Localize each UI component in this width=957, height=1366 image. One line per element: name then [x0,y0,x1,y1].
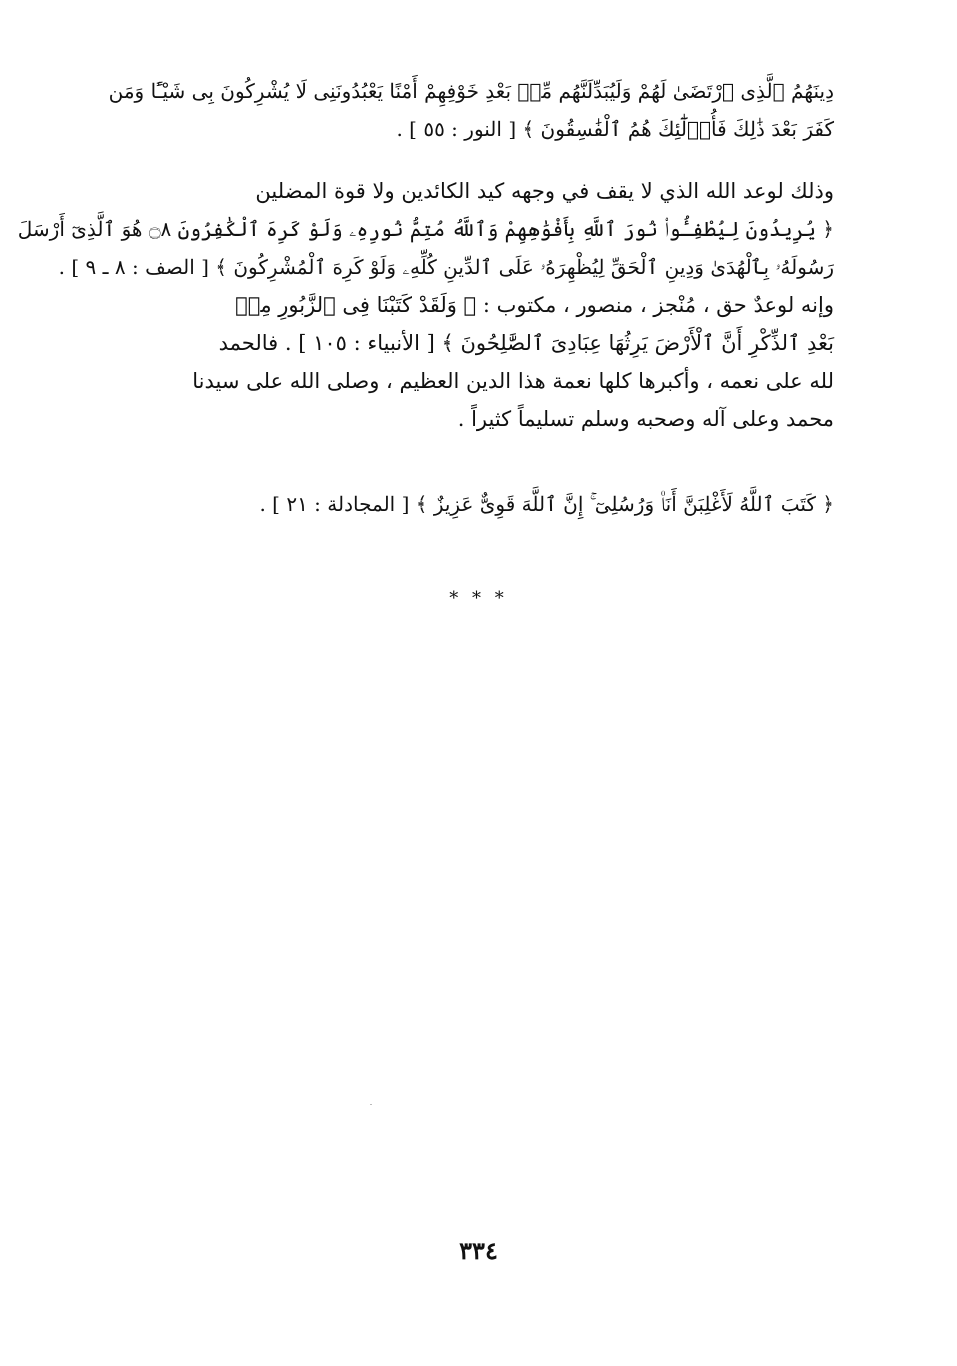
text-line: دِينَهُمُ ٱلَّذِى ٱرْتَضَىٰ لَهُمْ وَلَيُبَدِّلَنَّهُم مِّنۢ بَعْدِ خَوْفِهِمْ أَمْنًا يَعْبُدُونَنِى لَا يُشْرِكُونَ بِى شَيْـًٔا وَمَن [108,79,834,103]
paragraph-main-text [17,172,834,438]
section-separator: * * * [449,588,508,609]
text-line: رَسُولَهُۥ بِٱلْهُدَىٰ وَدِينِ ٱلْحَقِّ لِيُظْهِرَهُۥ عَلَى ٱلدِّينِ كُلِّهِۦ وَلَوْ كَرِهَ ٱلْمُشْرِكُونَ ﴾ [ الصف : ٨ ـ ٩ ] . [58,255,834,279]
text-line: لله على نعمه ، وأكبرها كلها نعمة هذا الدين العظيم ، وصلى الله على سيدنا [192,369,834,393]
text-line: محمد وعلى آله وصحبه وسلم تسليماً كثيراً . [457,407,834,431]
text-line: بَعْدِ ٱلذِّكْرِ أَنَّ ٱلْأَرْضَ يَرِثُهَا عِبَادِىَ ٱلصَّٰلِحُونَ ﴾ [ الأنبياء : ١٠٥ ] . فالحمد [218,331,834,355]
page-number: ٣٣٤ [459,1236,498,1265]
paragraph-quran-verse-an-nur [108,72,834,148]
text-line: وذلك لوعد الله الذي لا يقف في وجهه كيد الكائدين ولا قوة المضلين [255,179,834,203]
scan-speck [370,1104,372,1105]
text-line: ﴿ كَتَبَ ٱللَّهُ لَأَغْلِبَنَّ أَنَا۠ وَرُسُلِىٓ ۚ إِنَّ ٱللَّهَ قَوِىٌّ عَزِيزٌ ﴾ [ المجادلة : ٢١ ] . [259,492,834,516]
text-line: وإنه لوعدٌ حق ، مُنْجز ، منصور ، مكتوب : ﴿ وَلَقَدْ كَتَبْنَا فِى ٱلزَّبُورِ مِنۢ [235,293,834,317]
paragraph-quran-verse-al-mujadila [112,485,834,523]
text-line: كَفَرَ بَعْدَ ذَٰلِكَ فَأُو۟لَٰٓئِكَ هُمُ ٱلْفَٰسِقُونَ ﴾ [ النور : ٥٥ ] . [396,117,834,141]
text-line: ﴿ يُرِيدُونَ لِيُطْفِـُٔوا۟ نُورَ ٱللَّهِ بِأَفْوَٰهِهِمْ وَٱللَّهُ مُتِمُّ نُورِهِۦ وَلَوْ كَرِهَ ٱلْكَٰفِرُونَ ۝٨ هُوَ ٱلَّذِىٓ أَرْسَلَ [17,217,834,241]
